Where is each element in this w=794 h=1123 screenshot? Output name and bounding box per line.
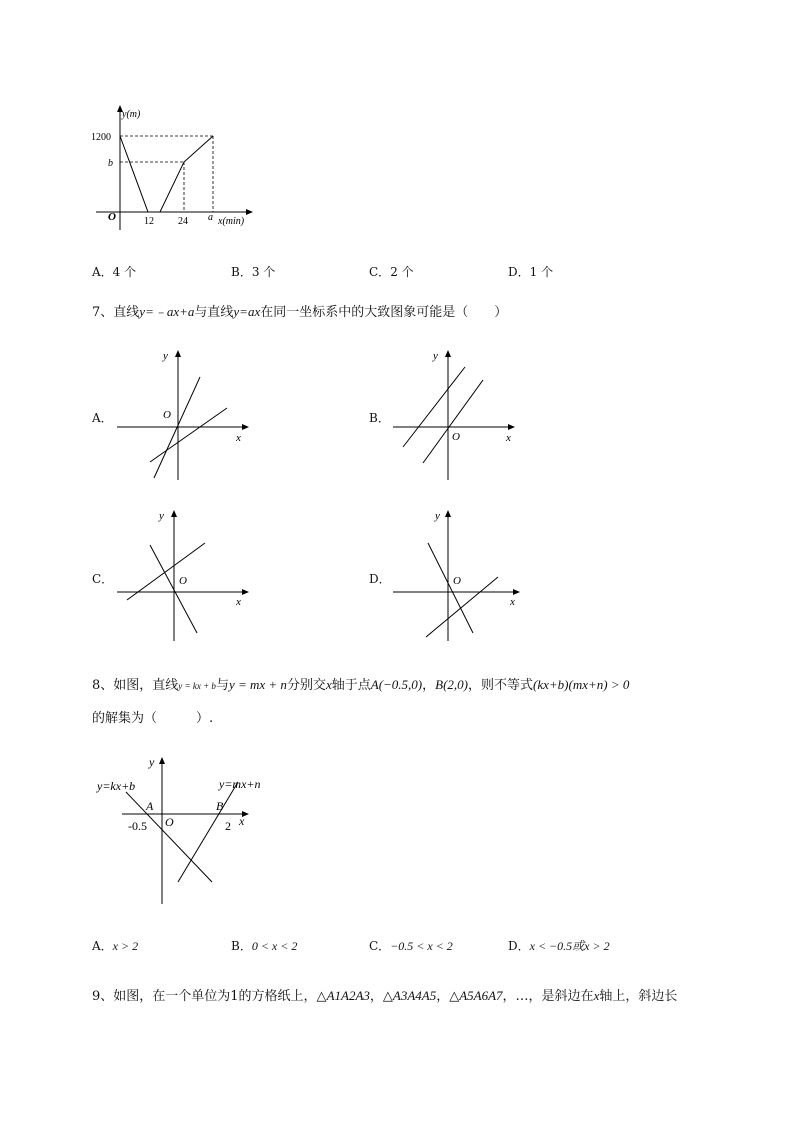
q7-choice-a-label[interactable]: A．	[92, 411, 113, 425]
q8-stem-part-6: 的解集为（ ）.	[92, 711, 214, 726]
q8-y-label: y	[149, 755, 155, 769]
q8-stem-part-3: 分别交	[286, 678, 326, 693]
q7a-y-arrow	[175, 350, 181, 357]
q6-option-c-letter: C．	[369, 265, 391, 279]
q8-option-c-letter: C．	[369, 939, 391, 953]
q8-y-arrow	[159, 757, 165, 764]
q6-tick-24: 24	[178, 216, 188, 227]
q8-option-d-text: x < −0.5或x > 2	[529, 939, 610, 953]
q8-inequality: (kx+b)(mx+n) > 0	[533, 677, 630, 692]
q9-triangle-2: A3A4A5	[392, 988, 437, 1003]
q6-option-b-text: 3 个	[251, 265, 276, 279]
q7a-x-label: x	[236, 432, 241, 444]
q6-option-c-text: 2 个	[390, 265, 414, 279]
q8-label-a: A	[146, 799, 154, 813]
q8-point-b: B(2,0)	[435, 677, 468, 692]
q8-tick-neg-0-5: -0.5	[128, 819, 147, 833]
q6-y-axis-label: y(m)	[122, 109, 141, 120]
q7-stem-part-3: 在同一坐标系中的大致图象可能是（ ）	[260, 305, 508, 320]
q6-option-c[interactable]	[369, 263, 414, 280]
q6-tick-12: 12	[144, 216, 154, 227]
q7d-origin: O	[453, 575, 461, 587]
q6-option-d[interactable]	[508, 263, 553, 280]
q6-option-a-letter: A．	[92, 265, 113, 279]
q8-option-a-letter: A．	[92, 939, 113, 953]
q8-option-d[interactable]	[508, 937, 610, 954]
q8-equation-1: y = kx + b	[178, 681, 216, 691]
q8-stem-part-4: 轴于点	[331, 678, 371, 693]
q7c-y-label: y	[159, 510, 164, 522]
q6-option-d-text: 1 个	[529, 265, 554, 279]
q7-graph-a[interactable]	[112, 345, 252, 485]
q9-text-1: 如图，在一个单位为1的方格纸上，△	[113, 989, 327, 1004]
q7-stem-part-2: 与直线	[194, 305, 234, 320]
q9-text-4: ，…，是斜边在	[502, 989, 594, 1004]
q7d-x-label: x	[510, 596, 515, 608]
q7c-x-label: x	[236, 596, 241, 608]
q6-graph	[88, 100, 263, 235]
q7d-x-arrow	[513, 589, 520, 595]
q9-number: 9、	[92, 989, 114, 1004]
q7c-y-arrow	[171, 510, 177, 517]
q8-stem-part-1: 如图，直线	[113, 678, 179, 693]
q8-label-kx-b: y=kx+b	[97, 779, 136, 793]
q8-comma: ，	[422, 678, 436, 693]
q8-option-d-letter: D．	[508, 939, 530, 953]
q7-choice-c-label[interactable]: C．	[92, 572, 114, 586]
q8-tick-2: 2	[225, 819, 231, 833]
q7c-origin: O	[179, 575, 187, 587]
q7b-x-label: x	[506, 432, 511, 444]
q6-option-a[interactable]	[92, 263, 136, 280]
q8-option-b-letter: B．	[231, 939, 252, 953]
q8-label-mx-n: y=mx+n	[219, 777, 261, 791]
q8-stem-line-1	[92, 677, 629, 694]
q7-graph-c[interactable]	[112, 505, 252, 645]
q6-tick-1200: 1200	[91, 132, 111, 143]
q7b-y-label: y	[433, 350, 438, 362]
q6-tick-b: b	[108, 158, 113, 169]
q8-option-b-text: 0 < x < 2	[251, 939, 298, 953]
q8-graph	[92, 752, 277, 910]
q8-x-variable: x	[325, 677, 332, 692]
q9-text-3: ，△	[436, 989, 460, 1004]
q8-option-a[interactable]	[92, 937, 138, 954]
q9-triangle-3: A5A6A7	[459, 988, 503, 1003]
q8-point-a: A(−0.5,0)	[370, 677, 423, 692]
q8-origin: O	[165, 815, 174, 829]
q9-stem	[92, 988, 677, 1005]
q7a-line-shallow	[150, 408, 227, 462]
q6-option-b[interactable]	[231, 263, 275, 280]
q7-number: 7、	[92, 305, 114, 320]
q7a-y-label: y	[163, 350, 168, 362]
q7-graph-d[interactable]	[388, 505, 528, 645]
q7b-line-lower	[423, 380, 483, 463]
q6-option-b-letter: B．	[231, 265, 252, 279]
q6-x-arrow	[246, 209, 253, 215]
q8-option-b[interactable]	[231, 937, 297, 954]
q7c-x-arrow	[242, 589, 249, 595]
q8-stem-part-5: ，则不等式	[468, 678, 534, 693]
q6-origin: O	[108, 211, 116, 223]
q7-equation-1: y=﹣ax+a	[139, 304, 195, 319]
q7d-line-rising	[426, 577, 498, 637]
q9-text-5: 轴上，斜边长	[599, 989, 678, 1004]
q6-x-axis-label: x(min)	[218, 216, 245, 227]
q8-stem-line-2	[92, 711, 213, 727]
q7-stem	[92, 304, 507, 321]
q6-option-d-letter: D．	[508, 265, 530, 279]
q8-option-c[interactable]	[369, 937, 453, 954]
q8-equation-2: y = mx + n	[228, 677, 287, 692]
q8-label-b: B	[216, 799, 224, 813]
q7d-y-label: y	[435, 510, 440, 522]
q8-x-label: x	[239, 814, 245, 828]
q7a-origin: O	[163, 409, 171, 421]
q7b-y-arrow	[445, 350, 451, 357]
q7d-y-arrow	[445, 510, 451, 517]
q7-equation-2: y=ax	[233, 304, 261, 319]
q7d-line-falling	[428, 543, 473, 633]
q7-choice-b-label[interactable]: B．	[369, 411, 390, 425]
q8-option-a-text: x > 2	[112, 939, 139, 953]
q6-tick-a: a	[208, 212, 213, 223]
q7-graph-b[interactable]	[388, 345, 528, 485]
q7b-x-arrow	[508, 424, 515, 430]
q9-x-variable: x	[593, 988, 600, 1003]
q9-triangle-1: A1A2A3	[326, 988, 370, 1003]
q6-distance-path	[120, 136, 213, 212]
q7-choice-d-label[interactable]: D．	[369, 572, 391, 586]
q8-stem-part-2: 与	[215, 678, 229, 693]
q8-number: 8、	[92, 678, 114, 693]
q8-option-c-text: −0.5 < x < 2	[390, 939, 453, 953]
q9-text-2: ，△	[369, 989, 393, 1004]
q8-line-kx-b	[126, 792, 212, 882]
q7c-line-rising	[127, 543, 205, 600]
q7a-x-arrow	[242, 424, 249, 430]
q7-stem-part-1: 直线	[113, 305, 140, 320]
q6-option-a-text: 4 个	[112, 265, 137, 279]
q7b-origin: O	[452, 431, 460, 443]
